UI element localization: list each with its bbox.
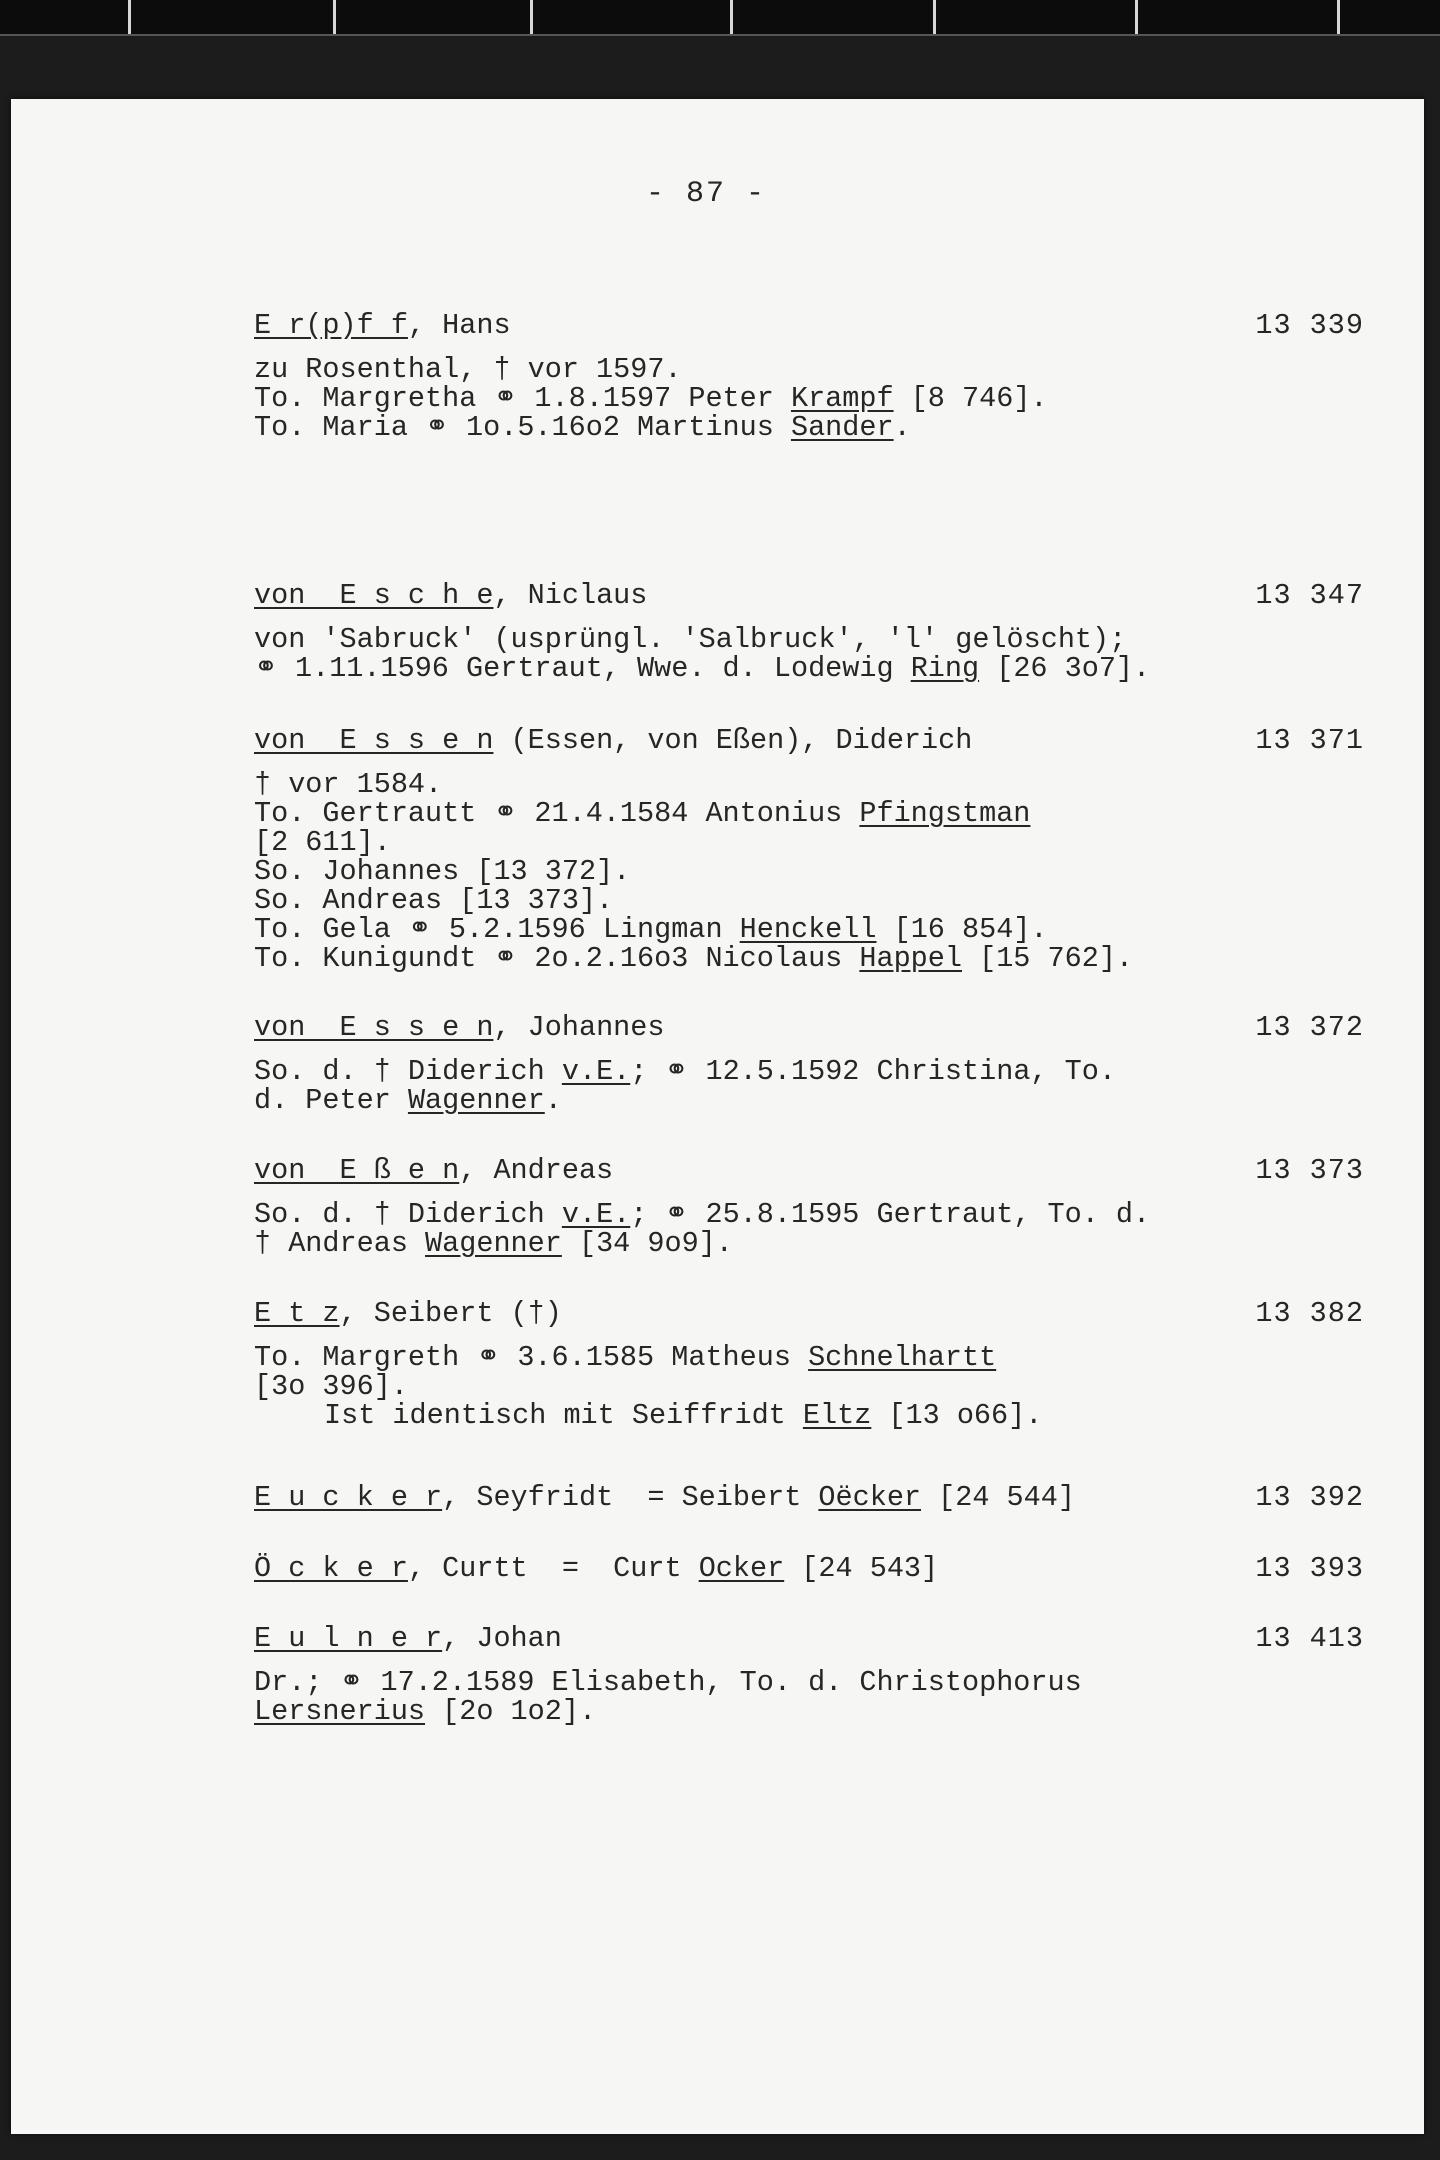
film-mark: [333, 0, 336, 34]
given-name: (Essen, von Eßen), Diderich: [493, 724, 973, 757]
surname: E u c k e r: [254, 1481, 443, 1514]
text-segment: Dr.; ⚭ 17.2.1589 Elisabeth, To. d. Christophorus: [254, 1666, 1082, 1699]
text-segment: To. Gela ⚭ 5.2.1596 Lingman: [254, 913, 740, 946]
entry-heading: [254, 1624, 1394, 1668]
cross-reference-name: Ring: [910, 652, 980, 685]
text-segment: ; ⚭ 25.8.1595 Gertraut, To. d.: [630, 1198, 1151, 1231]
film-mark: [128, 0, 131, 34]
text-segment: To. Gertrautt ⚭ 21.4.1584 Antonius: [254, 797, 860, 830]
text-segment: † vor 1584.: [254, 768, 443, 801]
text-segment: d. Peter: [254, 1084, 408, 1117]
text-segment: [2o 1o2].: [425, 1695, 597, 1728]
entry-body: [254, 625, 1394, 683]
surname: von E s s e n: [254, 1011, 494, 1044]
entry-line: [254, 1229, 1394, 1258]
entry-line: [254, 384, 1394, 413]
entry-number: 13 392: [1255, 1481, 1364, 1514]
surname: E t z: [254, 1297, 340, 1330]
text-segment: To. Margreth ⚭ 3.6.1585 Matheus: [254, 1341, 809, 1374]
text-segment: [15 762].: [962, 942, 1134, 975]
entry-line: [254, 1057, 1394, 1086]
entry-heading: [254, 311, 1394, 355]
entry-line: [254, 944, 1394, 973]
text-segment: [24 544]: [921, 1481, 1075, 1514]
entry-line: [254, 828, 1394, 857]
entry-heading: [254, 1483, 1394, 1527]
entry-number: 13 372: [1255, 1011, 1364, 1044]
genealogy-entry: [254, 1624, 1394, 1726]
genealogy-entry: [254, 1156, 1394, 1258]
text-segment: , Curtt = Curt: [407, 1552, 699, 1585]
entry-line: [254, 1401, 1394, 1430]
text-segment: [3o 396].: [254, 1370, 408, 1403]
cross-reference-name: Ocker: [698, 1552, 785, 1585]
entry-line: [254, 1668, 1394, 1697]
entry-line: [254, 1697, 1394, 1726]
entry-heading: [254, 726, 1394, 770]
entry-body: [254, 355, 1394, 442]
entry-heading: [254, 1554, 1394, 1598]
text-segment: ; ⚭ 12.5.1592 Christina, To.: [630, 1055, 1116, 1088]
text-segment: To. Maria ⚭ 1o.5.16o2 Martinus: [254, 411, 791, 444]
entry-heading: [254, 1299, 1394, 1343]
given-name: , Hans: [407, 309, 511, 342]
genealogy-entry: [254, 726, 1394, 973]
surname: von E s s e n: [254, 724, 494, 757]
entry-body: [254, 1668, 1394, 1726]
text-segment: , Seyfridt = Seibert: [442, 1481, 819, 1514]
text-segment: So. d. † Diderich: [254, 1198, 562, 1231]
text-segment: Ist identisch mit Seiffridt: [324, 1399, 803, 1432]
text-segment: [16 854].: [876, 913, 1048, 946]
text-segment: [13 o66].: [871, 1399, 1043, 1432]
text-segment: † Andreas: [254, 1227, 426, 1260]
given-name: , Johannes: [493, 1011, 665, 1044]
text-segment: [24 543]: [784, 1552, 939, 1585]
entry-line: [254, 770, 1394, 799]
text-segment: So. Andreas [13 373].: [254, 884, 614, 917]
text-segment: [34 9o9].: [561, 1227, 733, 1260]
given-name: , Johan: [442, 1622, 562, 1655]
cross-reference-name: Sander: [790, 411, 894, 444]
given-name: , Seibert (†): [339, 1297, 562, 1330]
cross-reference-name: Wagenner: [425, 1227, 562, 1260]
text-segment: .: [544, 1084, 562, 1117]
cross-reference-name: Pfingstman: [859, 797, 1031, 830]
entry-line: [254, 355, 1394, 384]
text-segment: [8 746].: [893, 382, 1048, 415]
entry-line: [254, 1372, 1394, 1401]
film-mark: [1337, 0, 1340, 34]
page-number: - 87 -: [645, 177, 767, 211]
cross-reference-name: Schnelhartt: [808, 1341, 997, 1374]
genealogy-entry: [254, 311, 1394, 442]
entry-number: 13 371: [1255, 724, 1364, 757]
genealogy-entry: [254, 1483, 1394, 1527]
cross-reference-name: Happel: [859, 942, 962, 975]
cross-reference-name: Wagenner: [407, 1084, 545, 1117]
cross-reference-name: Henckell: [739, 913, 877, 946]
given-name: [408, 1552, 938, 1585]
entry-line: [254, 799, 1394, 828]
text-segment: von 'Sabruck' (usprüngl. 'Salbruck', 'l' gelöscht);: [254, 623, 1127, 656]
surname: E r(p)f f: [254, 309, 408, 342]
entry-number: 13 347: [1255, 579, 1364, 612]
entry-heading: [254, 1156, 1394, 1200]
genealogy-entry: [254, 1554, 1394, 1598]
text-segment: To. Kunigundt ⚭ 2o.2.16o3 Nicolaus: [254, 942, 860, 975]
genealogy-entry: [254, 1013, 1394, 1115]
entry-body: [254, 1200, 1394, 1258]
film-mark: [530, 0, 533, 34]
text-segment: So. d. † Diderich: [254, 1055, 562, 1088]
entry-number: 13 382: [1255, 1297, 1364, 1330]
text-segment: .: [893, 411, 911, 444]
given-name: , Andreas: [459, 1154, 614, 1187]
genealogy-entry: [254, 1299, 1394, 1430]
film-mark: [1135, 0, 1138, 34]
entry-line: [254, 915, 1394, 944]
cross-reference-name: v.E.: [561, 1198, 631, 1231]
surname: E u l n e r: [254, 1622, 443, 1655]
cross-reference-name: Eltz: [802, 1399, 872, 1432]
text-segment: zu Rosenthal, † vor 1597.: [254, 353, 682, 386]
text-segment: So. Johannes [13 372].: [254, 855, 631, 888]
text-segment: To. Margretha ⚭ 1.8.1597 Peter: [254, 382, 791, 415]
entry-line: [254, 625, 1394, 654]
text-segment: ⚭ 1.11.1596 Gertraut, Wwe. d. Lodewig: [254, 652, 911, 685]
text-segment: [26 3o7].: [979, 652, 1151, 685]
film-mark: [933, 0, 936, 34]
text-segment: [2 611].: [254, 826, 391, 859]
cross-reference-name: Oëcker: [818, 1481, 922, 1514]
genealogy-entry: [254, 581, 1394, 683]
film-mark: [730, 0, 733, 34]
surname: von E ß e n: [254, 1154, 460, 1187]
given-name: , Niclaus: [493, 579, 648, 612]
entry-line: [254, 1200, 1394, 1229]
surname: von E s c h e: [254, 579, 494, 612]
document-page: [11, 99, 1424, 2134]
surname: Ö c k e r: [254, 1552, 408, 1585]
entry-line: [254, 413, 1394, 442]
entry-line: [254, 654, 1394, 683]
entry-line: [254, 857, 1394, 886]
entry-heading: [254, 1013, 1394, 1057]
entry-body: [254, 1057, 1394, 1115]
entry-line: [254, 886, 1394, 915]
entry-number: 13 373: [1255, 1154, 1364, 1187]
entry-line: [254, 1343, 1394, 1372]
entry-body: [254, 770, 1394, 973]
entry-heading: [254, 581, 1394, 625]
cross-reference-name: Krampf: [790, 382, 894, 415]
entry-line: [254, 1086, 1394, 1115]
entry-number: 13 393: [1255, 1552, 1364, 1585]
entry-number: 13 339: [1255, 309, 1364, 342]
given-name: [442, 1481, 1075, 1514]
entry-number: 13 413: [1255, 1622, 1364, 1655]
film-strip: [0, 0, 1440, 36]
cross-reference-name: v.E.: [561, 1055, 631, 1088]
cross-reference-name: Lersnerius: [254, 1695, 426, 1728]
entry-body: [254, 1343, 1394, 1430]
